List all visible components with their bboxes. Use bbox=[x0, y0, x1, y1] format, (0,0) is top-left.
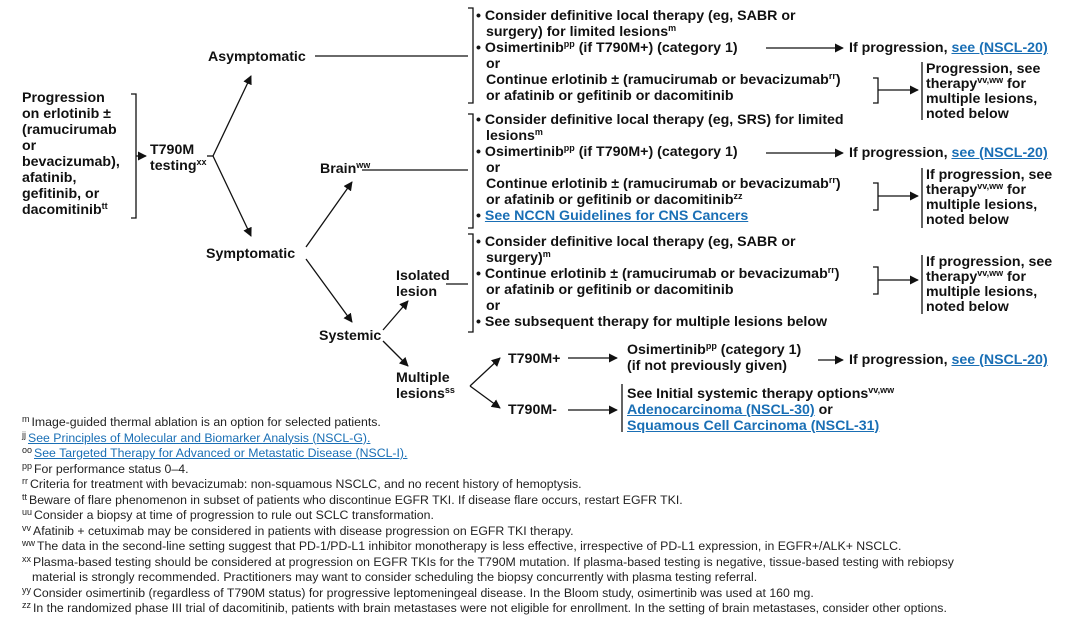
molecular-analysis-link[interactable]: See Principles of Molecular and Biomarker Analysis (NSCL-G). bbox=[28, 430, 371, 445]
isolated-lesion-options: • Consider definitive local therapy (eg, SABR or surgery)$^m$ • Continue erlotinib ± (ramucirumab or bevacizumab$^{rr}$) or afatinib or gefitinib or dacomitinib or • See subsequent therapy for multiple lesions below bbox=[476, 234, 840, 330]
start-node bbox=[22, 90, 120, 218]
cns-guidelines-link[interactable]: See NCCN Guidelines for CNS Cancers bbox=[484, 208, 749, 224]
squamous-cell-link[interactable]: Squamous Cell Carcinoma (NSCL-31) bbox=[627, 418, 880, 434]
nscl-20-link[interactable]: see (NSCL-20) bbox=[951, 40, 1048, 56]
multiple-lesions-node: Multiple lesions$^{ss}$ bbox=[396, 370, 455, 402]
t790m-positive-option: Osimertinib$^{pp}$ (category 1) (if not previously given) bbox=[627, 341, 802, 374]
isolated-lesion-node: Isolated lesion bbox=[396, 268, 450, 300]
nscl-20-link[interactable]: see (NSCL-20) bbox=[951, 145, 1048, 161]
start-line: Progression bbox=[22, 90, 105, 106]
footnote: $^{xx}$ Plasma-based testing should be considered at progression on EGFR TKIs for the T790M mutation. If plasma-based testing is negative, tissue-based testing with rebiopsy bbox=[22, 553, 954, 569]
start-line: afatinib, bbox=[22, 170, 77, 186]
start-line: gefitinib, or bbox=[22, 186, 100, 202]
start-line: on erlotinib ± bbox=[22, 106, 111, 122]
targeted-therapy-link[interactable]: See Targeted Therapy for Advanced or Metastatic Disease (NSCL-I). bbox=[34, 446, 408, 460]
systemic-node: Systemic bbox=[319, 328, 382, 344]
progression-box-isolated: If progression, see therapy$^{vv,ww}$ for multiple lesions, noted below bbox=[926, 254, 1053, 315]
if-progression-brain: If progression, see (NSCL-20) bbox=[849, 145, 1048, 161]
brain-options: • Consider definitive local therapy (eg, SRS) for limited lesions$^m$ • Osimertinib$^{pp}$ (if T790M+) (category 1) or Continue erlotinib ± (ramucirumab or bevacizumab$^{rr}$) or afatinib or gefitinib or dacomitinib$^{zz}$ • See NCCN Guidelines for CNS Cancers bbox=[476, 112, 844, 224]
start-line: (ramucirumab bbox=[22, 122, 117, 138]
nscl-20-link[interactable]: see (NSCL-20) bbox=[951, 352, 1048, 368]
footnote: $^{tt}$ Beware of flare phenomenon in subset of patients who discontinue EGFR TKI. If disease flare occurs, restart EGFR TKI. bbox=[22, 491, 683, 507]
symptomatic-node: Symptomatic bbox=[206, 246, 296, 262]
brain-node: Brain$^{ww}$ bbox=[320, 160, 371, 177]
asymptomatic-options: • Consider definitive local therapy (eg, SABR or surgery) for limited lesions$^m$ • Osimertinib$^{pp}$ (if T790M+) (category 1) or Continue erlotinib ± (ramucirumab or bevacizumab$^{rr}$) or afatinib or gefitinib or dacomitinib bbox=[476, 8, 841, 104]
footnote: $^{rr}$ Criteria for treatment with bevacizumab: non-squamous NSCLC, and no recent history of hemoptysis. bbox=[22, 476, 582, 491]
footnote: $^{zz}$ In the randomized phase III trial of dacomitinib, patients with brain metastases were not eligible for enrollment. In the setting of brain metastases, consider other options. bbox=[22, 600, 947, 615]
footnote: $^{pp}$ For performance status 0–4. bbox=[22, 460, 189, 476]
t790m-positive-node: T790M+ bbox=[508, 351, 561, 367]
t790m-negative-option: See Initial systemic therapy options$^{vv,ww}$ Adenocarcinoma (NSCL-30) or Squamous Cell Carcinoma (NSCL-31) bbox=[627, 385, 895, 434]
footnote: $^{jj}$ See Principles of Molecular and Biomarker Analysis (NSCL-G). bbox=[22, 429, 371, 445]
footnote: $^{vv}$ Afatinib + cetuximab may be considered in patients with disease progression on EGFR TKI therapy. bbox=[22, 522, 574, 538]
progression-box-asym: Progression, see therapy$^{vv,ww}$ for multiple lesions, noted below bbox=[926, 61, 1041, 122]
progression-box-brain: If progression, see therapy$^{vv,ww}$ for multiple lesions, noted below bbox=[926, 167, 1053, 228]
footnote: $^{oo}$ See Targeted Therapy for Advanced or Metastatic Disease (NSCL-I). bbox=[22, 445, 408, 460]
footnote: material is strongly recommended. Practitioners may want to consider scheduling the biopsy concurrently with plasma testing referral. bbox=[32, 570, 758, 584]
start-line-last: dacomitinib$^{tt}$ bbox=[22, 201, 108, 218]
start-line: or bbox=[22, 138, 37, 154]
if-progression-asym: If progression, see (NSCL-20) bbox=[849, 40, 1048, 56]
asymptomatic-node: Asymptomatic bbox=[208, 49, 306, 65]
adenocarcinoma-link[interactable]: Adenocarcinoma (NSCL-30) bbox=[627, 402, 815, 418]
t790m-testing-node: T790M testing$^{xx}$ bbox=[150, 142, 207, 174]
footnote: $^{ww}$ The data in the second-line setting suggest that PD-1/PD-L1 inhibitor monotherapy is less effective, irrespective of PD-L1 expression, in EGFR+/ALK+ NSCLC. bbox=[22, 538, 902, 553]
footnote: $^m$ Image-guided thermal ablation is an option for selected patients. bbox=[22, 414, 381, 429]
footnote: $^{yy}$ Consider osimertinib (regardless of T790M status) for progressive leptomeningeal disease. In the Bloom study, osimertinib was used at 160 mg. bbox=[22, 584, 814, 600]
if-progression-t790m: If progression, see (NSCL-20) bbox=[849, 352, 1048, 368]
start-line: bevacizumab), bbox=[22, 154, 120, 170]
footnote: $^{uu}$ Consider a biopsy at time of progression to rule out SCLC transformation. bbox=[22, 507, 434, 522]
t790m-negative-node: T790M- bbox=[508, 402, 557, 418]
